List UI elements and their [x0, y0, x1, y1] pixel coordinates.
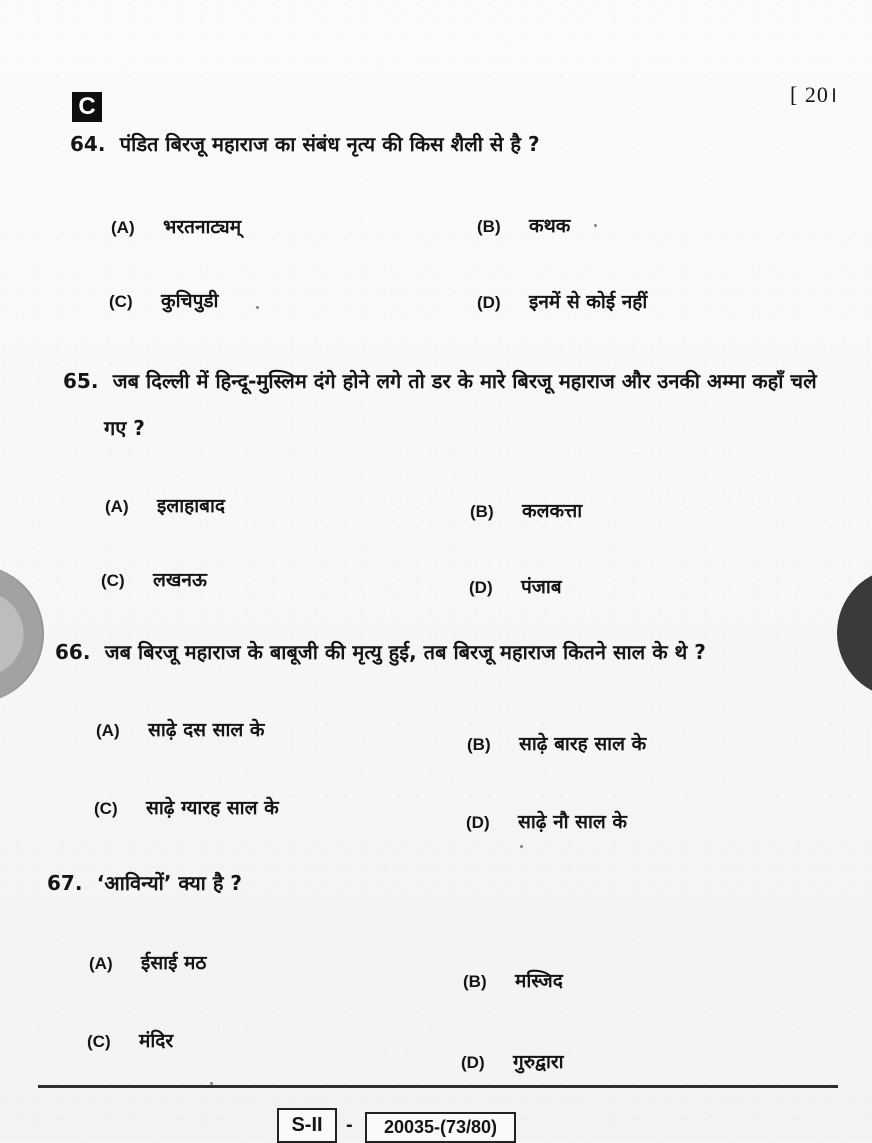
- option-text: लखनऊ: [153, 569, 207, 591]
- question-number: 64.: [70, 132, 106, 156]
- page-number: [ 20।: [790, 82, 839, 107]
- option-label: (C): [101, 571, 125, 590]
- question-65-option-b: [470, 497, 582, 523]
- option-label: (D): [461, 1053, 485, 1072]
- option-text: भरतनाट्यम्: [163, 216, 242, 238]
- footer-dash: -: [346, 1114, 353, 1136]
- option-label: (D): [469, 578, 493, 597]
- question-64-option-b: [477, 212, 570, 238]
- question-number: 66.: [55, 640, 91, 664]
- option-label: (B): [467, 735, 491, 754]
- option-label: (C): [109, 292, 133, 311]
- question-text: जब दिल्ली में हिन्दू-मुस्लिम दंगे होने लगे तो डर के मारे बिरजू महाराज और उनकी अम्मा कहाँ चले: [112, 369, 817, 393]
- footer-rule: [38, 1085, 838, 1088]
- option-text: साढ़े ग्यारह साल के: [146, 797, 279, 819]
- question-65-option-d: [469, 573, 562, 599]
- option-label: (A): [89, 954, 113, 973]
- scan-dot: [520, 845, 523, 848]
- option-text: इनमें से कोई नहीं: [529, 291, 648, 313]
- question-67-option-a: [89, 949, 206, 975]
- question-64-option-d: [477, 288, 647, 314]
- option-label: (B): [463, 972, 487, 991]
- question-text: जब बिरजू महाराज के बाबूजी की मृत्यु हुई, तब बिरजू महाराज कितने साल के थे ?: [104, 640, 706, 664]
- option-label: (A): [105, 497, 129, 516]
- option-label: (D): [477, 293, 501, 312]
- option-label: (C): [87, 1032, 111, 1051]
- question-67-option-c: [87, 1027, 173, 1053]
- question-65-continuation: गए ?: [104, 416, 145, 440]
- option-label: (B): [477, 217, 501, 236]
- scan-dot: [256, 306, 259, 309]
- option-text: इलाहाबाद: [157, 495, 226, 517]
- option-label: (B): [470, 502, 494, 521]
- question-66: [55, 640, 706, 665]
- option-label: (A): [96, 721, 120, 740]
- question-67-option-b: [463, 967, 563, 993]
- question-67-option-d: [461, 1048, 564, 1074]
- option-text: साढ़े नौ साल के: [518, 811, 628, 833]
- question-66-option-b: [467, 730, 646, 756]
- scan-dot: [594, 224, 597, 227]
- option-text: साढ़े दस साल के: [148, 719, 265, 741]
- left-binding-shadow: [0, 565, 44, 703]
- paper-code-box: 20035-(73/80): [365, 1112, 516, 1143]
- option-text: कुचिपुडी: [161, 290, 219, 312]
- set-badge: C: [72, 92, 102, 122]
- option-label: (A): [111, 218, 135, 237]
- option-text: मंदिर: [139, 1030, 174, 1052]
- option-text: कथक: [529, 215, 571, 237]
- question-number: 67.: [47, 871, 83, 895]
- question-number: 65.: [63, 369, 99, 393]
- question-65-option-a: [105, 492, 225, 518]
- question-64-option-c: [109, 287, 218, 313]
- option-text: मस्जिद: [515, 970, 563, 992]
- question-64-option-a: [111, 213, 241, 239]
- question-text: पंडित बिरजू महाराज का संबंध नृत्य की किस शैली से है ?: [119, 132, 540, 156]
- option-text: साढ़े बारह साल के: [519, 733, 647, 755]
- series-box: S-II: [277, 1108, 337, 1143]
- question-65: [63, 369, 817, 394]
- question-text: ‘आविन्यों’ क्या है ?: [96, 871, 243, 895]
- question-67: [47, 871, 242, 896]
- option-text: पंजाब: [521, 576, 562, 598]
- question-66-option-a: [96, 716, 264, 742]
- option-text: गुरुद्वारा: [513, 1051, 564, 1073]
- option-text: ईसाई मठ: [141, 952, 207, 974]
- right-binding-shadow: [837, 568, 872, 698]
- question-66-option-c: [94, 794, 279, 820]
- option-label: (C): [94, 799, 118, 818]
- question-66-option-d: [466, 808, 627, 834]
- option-label: (D): [466, 813, 490, 832]
- question-64: [70, 132, 540, 157]
- question-65-option-c: [101, 566, 207, 592]
- option-text: कलकत्ता: [522, 500, 583, 522]
